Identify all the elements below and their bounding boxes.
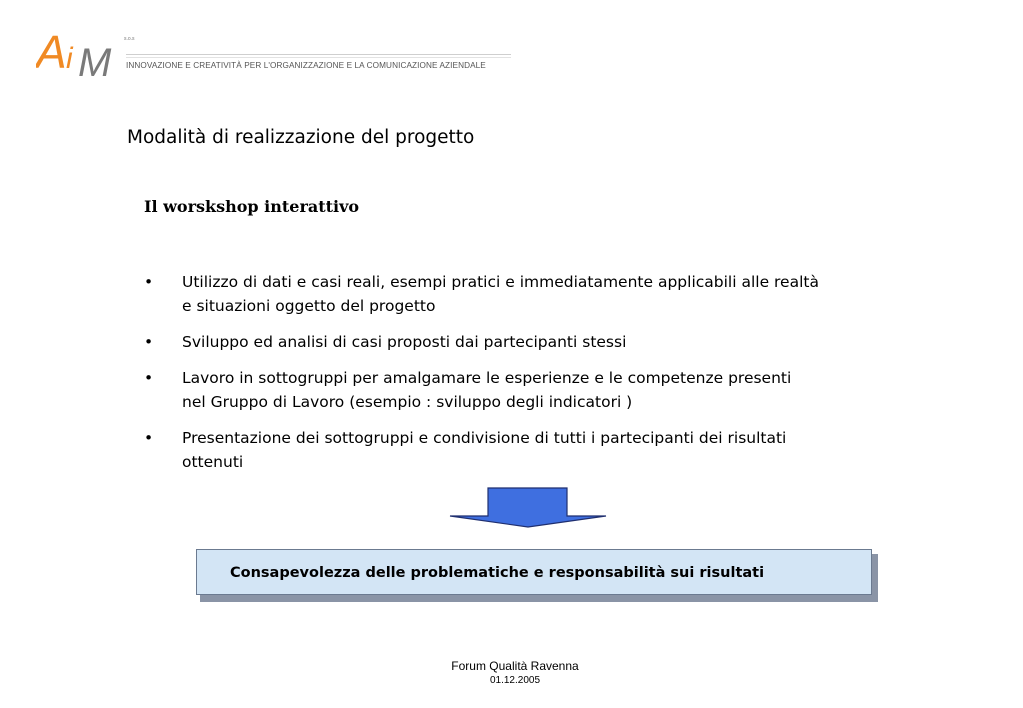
- bullet-list: [140, 270, 940, 486]
- conclusion-box: [196, 549, 872, 595]
- logo-suffix: s.o.s: [124, 36, 135, 42]
- slide-title: Modalità di realizzazione del progetto: [127, 127, 475, 148]
- footer: [415, 659, 615, 687]
- header-rule: [126, 54, 511, 55]
- conclusion-text: Consapevolezza delle problematiche e responsabilità sui risultati: [230, 565, 765, 581]
- logo-letter-m: M: [78, 41, 112, 82]
- bullet-text-line1: Utilizzo di dati e casi reali, esempi pratici e immediatamente applicabili alle realtà: [182, 273, 819, 291]
- bullet-item: [140, 270, 940, 318]
- bullet-text-line1: Lavoro in sottogruppi per amalgamare le esperienze e le competenze presenti: [182, 369, 792, 387]
- bullet-text-line2: ottenuti: [182, 453, 244, 471]
- header-tagline: INNOVAZIONE E CREATIVITÀ PER L'ORGANIZZAZIONE E LA COMUNICAZIONE AZIENDALE: [126, 61, 486, 70]
- section-heading: Il worskshop interattivo: [144, 197, 360, 216]
- bullet-item: [140, 366, 940, 414]
- bullet-text-line1: Sviluppo ed analisi di casi proposti dai partecipanti stessi: [182, 333, 627, 351]
- bullet-dot-icon: •: [144, 333, 154, 351]
- bullet-item: [140, 426, 940, 474]
- logo-letter-i: i: [66, 42, 73, 75]
- down-arrow-icon: [448, 487, 608, 529]
- bullet-dot-icon: •: [144, 273, 154, 291]
- footer-date: 01.12.2005: [489, 675, 541, 686]
- bullet-text-line2: nel Gruppo di Lavoro (esempio : sviluppo degli indicatori ): [182, 393, 633, 411]
- header-rule-secondary: [126, 57, 511, 58]
- bullet-text-line1: Presentazione dei sottogruppi e condivisione di tutti i partecipanti dei risultati: [182, 429, 787, 447]
- footer-event: Forum Qualità Ravenna: [451, 659, 579, 673]
- bullet-dot-icon: •: [144, 429, 154, 447]
- logo-letter-a: A: [36, 28, 67, 78]
- bullet-item: [140, 330, 940, 354]
- bullet-text-line2: e situazioni oggetto del progetto: [182, 297, 436, 315]
- bullet-dot-icon: •: [144, 369, 154, 387]
- down-arrow-shape: [450, 488, 606, 527]
- aim-logo-icon: [36, 28, 136, 82]
